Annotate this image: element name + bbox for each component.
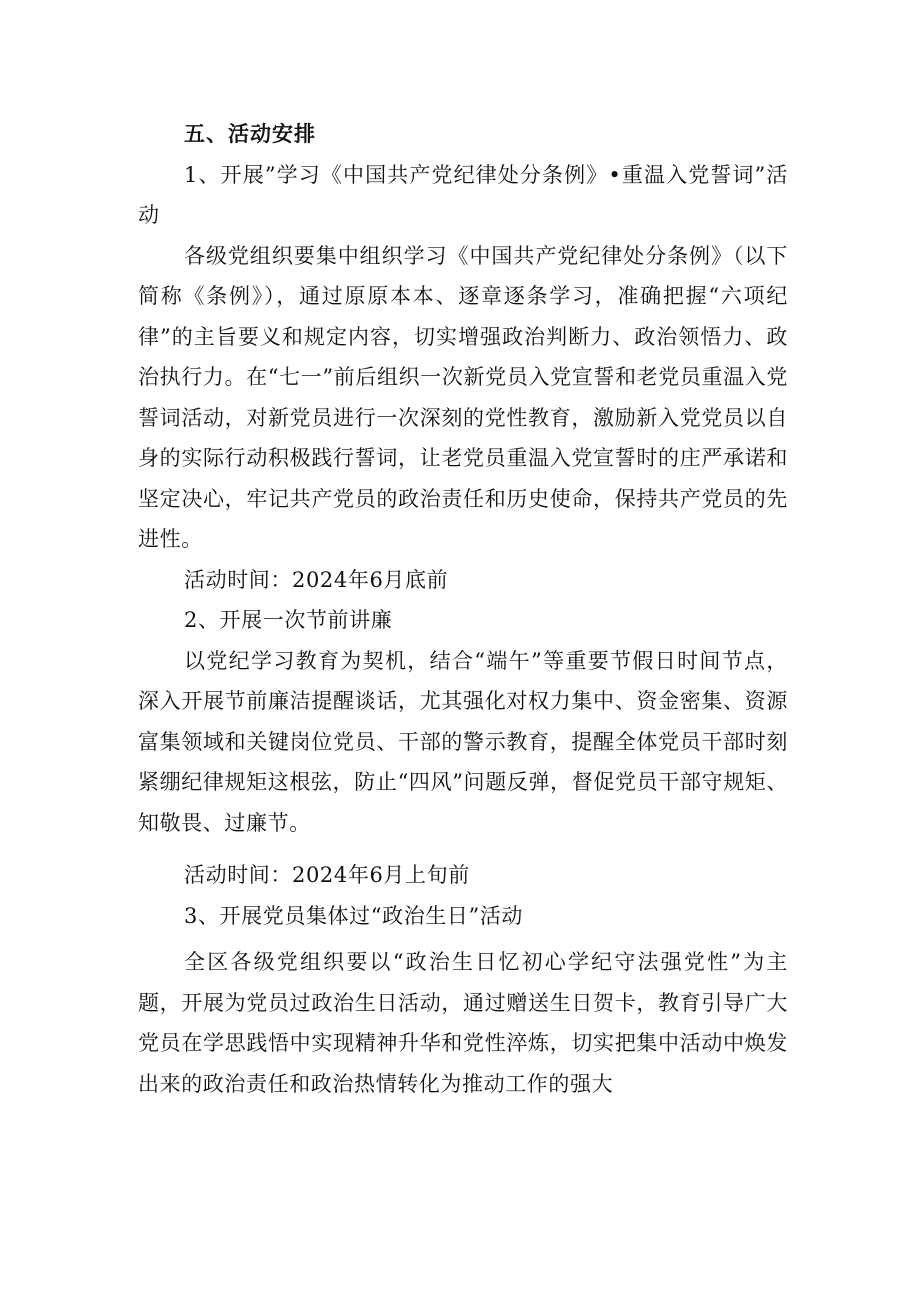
item-2-body: 以党纪学习教育为契机，结合“端午”等重要节假日时间节点，深入开展节前廉洁提醒谈话，尤其强化对权力集中、资金密集、资源富集领域和关键岗位党员、干部的警示教育，提醒全体党员干部时刻紧绷纪律规矩这根弦，防止“四风”问题反弹，督促党员干部守规矩、知敬畏、过廉节。: [138, 648, 788, 835]
item-3-body: 全区各级党组织要以“政治生日忆初心学纪守法强党性”为主题，开展为党员过政治生日活动，通过赠送生日贺卡，教育引导广大党员在学思践悟中实现精神升华和党性淬炼，切实把集中活动中焕发出来的政治责任和政治热情转化为推动工作的强大: [138, 950, 788, 1096]
item-1-title: 1、开展”学习《中国共产党纪律处分条例》•重温入党誓词”活动: [138, 162, 788, 227]
item-3-title: 3、开展党员集体过“政治生日”活动: [184, 903, 524, 928]
item-1-time: 活动时间：2024年6月底前: [184, 567, 449, 592]
section-heading: 五、活动安排: [184, 122, 316, 146]
document-body: [138, 114, 788, 1104]
item-2-time: 活动时间：2024年6月上旬前: [184, 863, 470, 887]
item-2-title: 2、开展一次节前讲廉: [184, 608, 393, 632]
item-1-body: 各级党组织要集中组织学习《中国共产党纪律处分条例》（以下简称《条例》），通过原原本本、逐章逐条学习，准确把握“六项纪律”的主旨要义和规定内容，切实增强政治判断力、政治领悟力、政治执行力。在“七一”前后组织一次新党员入党宣誓和老党员重温入党誓词活动，对新党员进行一次深刻的党性教育，激励新入党党员以自身的实际行动积极践行誓词，让老党员重温入党宣誓时的庄严承诺和坚定决心，牢记共产党员的政治责任和历史使命，保持共产党员的先进性。: [138, 243, 788, 551]
